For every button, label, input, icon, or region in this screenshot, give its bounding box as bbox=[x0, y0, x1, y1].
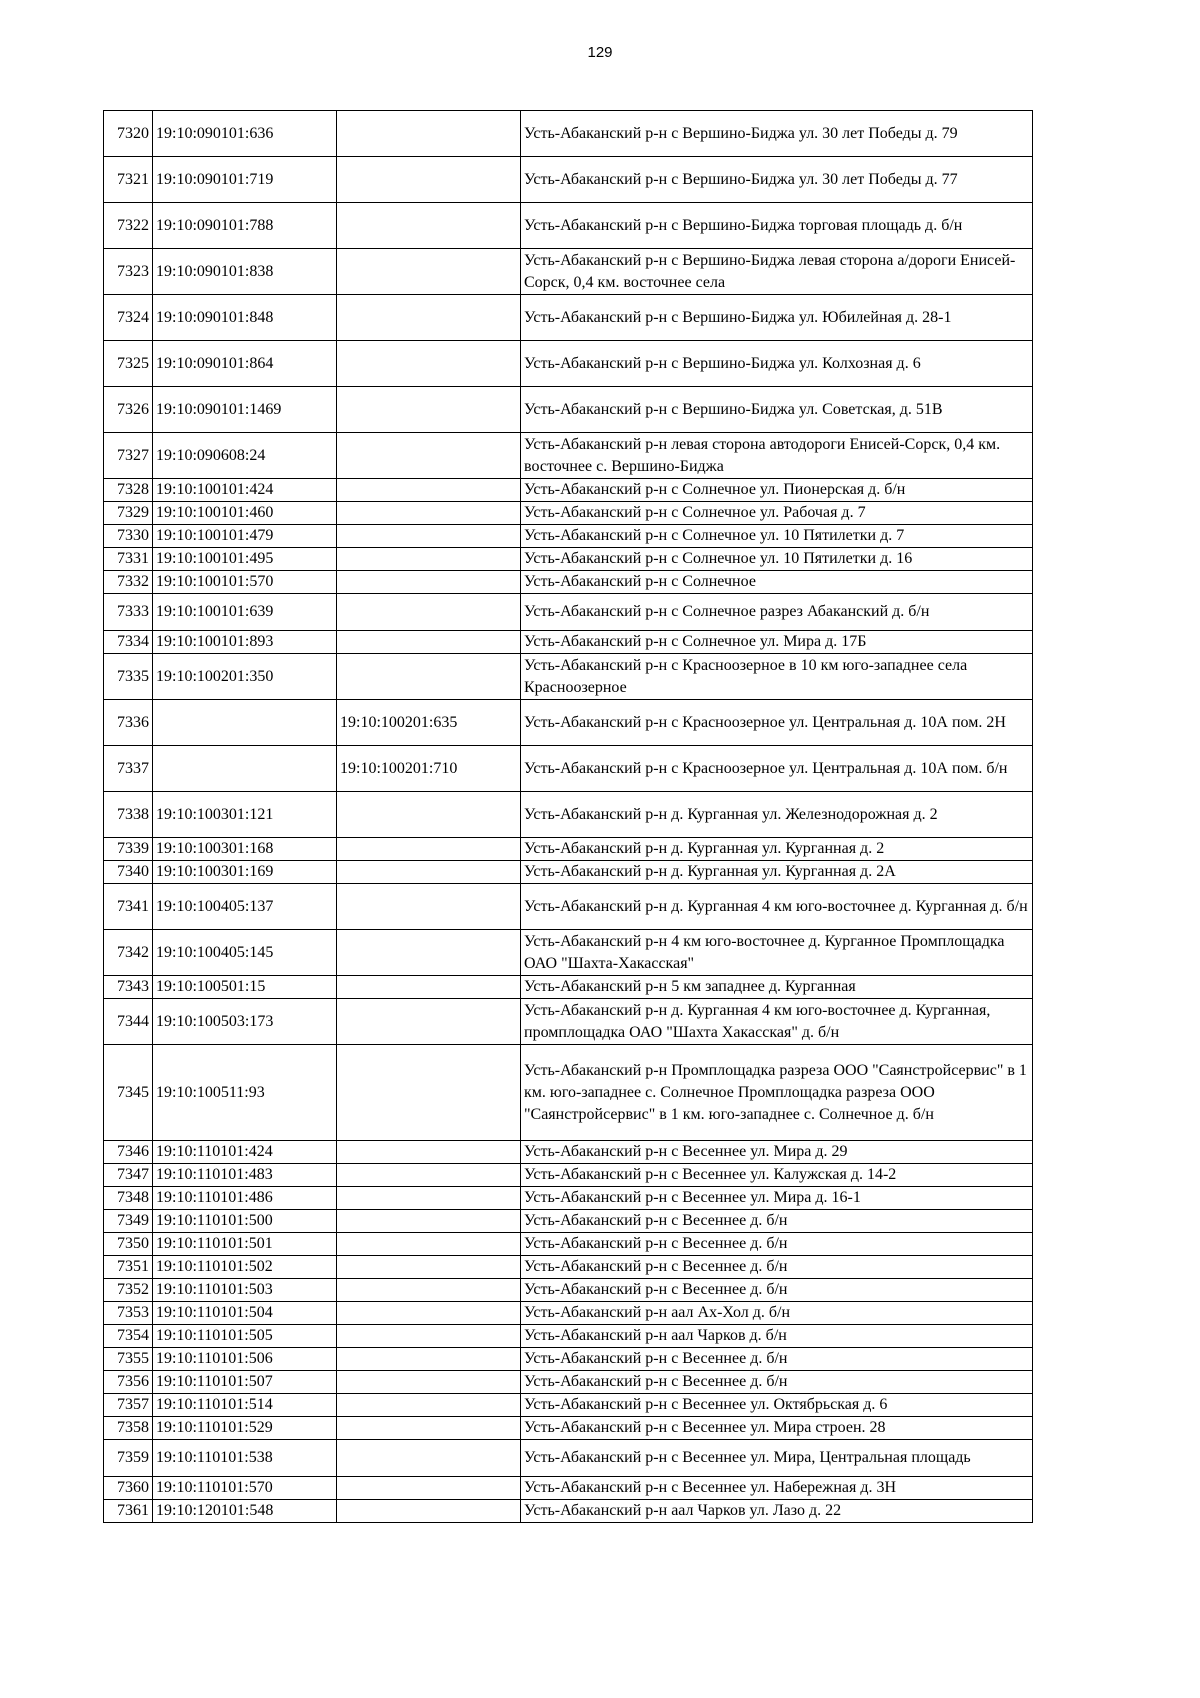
row-number-cell: 7320 bbox=[104, 111, 153, 157]
address-cell: Усть-Абаканский р-н с Весеннее д. б/н bbox=[521, 1256, 1033, 1279]
cadastral-number-cell: 19:10:090101:848 bbox=[153, 295, 337, 341]
address-cell: Усть-Абаканский р-н с Весеннее д. б/н bbox=[521, 1348, 1033, 1371]
secondary-cadastral-cell bbox=[337, 1256, 521, 1279]
table-row bbox=[104, 1417, 1033, 1440]
row-number-cell: 7355 bbox=[104, 1348, 153, 1371]
address-cell: Усть-Абаканский р-н левая сторона автодороги Енисей-Сорск, 0,4 км. восточнее с. Вершино-Биджа bbox=[521, 433, 1033, 479]
table-row bbox=[104, 700, 1033, 746]
secondary-cadastral-cell bbox=[337, 1371, 521, 1394]
cadastral-number-cell: 19:10:100201:350 bbox=[153, 654, 337, 700]
secondary-cadastral-cell bbox=[337, 654, 521, 700]
cadastral-number-cell: 19:10:110101:424 bbox=[153, 1141, 337, 1164]
address-cell: Усть-Абаканский р-н с Солнечное bbox=[521, 571, 1033, 594]
cadastral-number-cell: 19:10:090101:1469 bbox=[153, 387, 337, 433]
row-number-cell: 7353 bbox=[104, 1302, 153, 1325]
row-number-cell: 7326 bbox=[104, 387, 153, 433]
secondary-cadastral-cell bbox=[337, 157, 521, 203]
table-row bbox=[104, 1141, 1033, 1164]
secondary-cadastral-cell bbox=[337, 1440, 521, 1477]
cadastral-number-cell bbox=[153, 746, 337, 792]
row-number-cell: 7350 bbox=[104, 1233, 153, 1256]
secondary-cadastral-cell bbox=[337, 548, 521, 571]
address-cell: Усть-Абаканский р-н с Вершино-Биджа ул. Колхозная д. 6 bbox=[521, 341, 1033, 387]
table-row bbox=[104, 157, 1033, 203]
cadastral-number-cell: 19:10:100101:460 bbox=[153, 502, 337, 525]
table-row bbox=[104, 1500, 1033, 1523]
cadastral-number-cell: 19:10:100503:173 bbox=[153, 999, 337, 1045]
table-row bbox=[104, 387, 1033, 433]
table-row bbox=[104, 1210, 1033, 1233]
row-number-cell: 7357 bbox=[104, 1394, 153, 1417]
secondary-cadastral-cell bbox=[337, 387, 521, 433]
cadastral-number-cell bbox=[153, 700, 337, 746]
address-cell: Усть-Абаканский р-н с Весеннее д. б/н bbox=[521, 1233, 1033, 1256]
address-cell: Усть-Абаканский р-н с Солнечное ул. 10 Пятилетки д. 7 bbox=[521, 525, 1033, 548]
cadastral-number-cell: 19:10:100501:15 bbox=[153, 976, 337, 999]
row-number-cell: 7354 bbox=[104, 1325, 153, 1348]
address-cell: Усть-Абаканский р-н д. Курганная ул. Железнодорожная д. 2 bbox=[521, 792, 1033, 838]
secondary-cadastral-cell bbox=[337, 631, 521, 654]
row-number-cell: 7332 bbox=[104, 571, 153, 594]
secondary-cadastral-cell bbox=[337, 792, 521, 838]
row-number-cell: 7343 bbox=[104, 976, 153, 999]
table-row bbox=[104, 1187, 1033, 1210]
row-number-cell: 7327 bbox=[104, 433, 153, 479]
row-number-cell: 7348 bbox=[104, 1187, 153, 1210]
secondary-cadastral-cell bbox=[337, 861, 521, 884]
table-row bbox=[104, 433, 1033, 479]
row-number-cell: 7356 bbox=[104, 1371, 153, 1394]
row-number-cell: 7323 bbox=[104, 249, 153, 295]
secondary-cadastral-cell bbox=[337, 1394, 521, 1417]
secondary-cadastral-cell bbox=[337, 1302, 521, 1325]
secondary-cadastral-cell bbox=[337, 525, 521, 548]
address-cell: Усть-Абаканский р-н с Вершино-Биджа торговая площадь д. б/н bbox=[521, 203, 1033, 249]
secondary-cadastral-cell bbox=[337, 884, 521, 930]
row-number-cell: 7345 bbox=[104, 1045, 153, 1141]
secondary-cadastral-cell bbox=[337, 1477, 521, 1500]
secondary-cadastral-cell bbox=[337, 1348, 521, 1371]
cadastral-number-cell: 19:10:110101:486 bbox=[153, 1187, 337, 1210]
address-cell: Усть-Абаканский р-н с Весеннее д. б/н bbox=[521, 1371, 1033, 1394]
secondary-cadastral-cell bbox=[337, 1164, 521, 1187]
cadastral-number-cell: 19:10:110101:483 bbox=[153, 1164, 337, 1187]
table-row bbox=[104, 861, 1033, 884]
cadastral-number-cell: 19:10:100101:639 bbox=[153, 594, 337, 631]
address-cell: Усть-Абаканский р-н с Весеннее ул. Октябрьская д. 6 bbox=[521, 1394, 1033, 1417]
table-row bbox=[104, 502, 1033, 525]
cadastral-number-cell: 19:10:110101:501 bbox=[153, 1233, 337, 1256]
address-cell: Усть-Абаканский р-н аал Чарков д. б/н bbox=[521, 1325, 1033, 1348]
secondary-cadastral-cell bbox=[337, 502, 521, 525]
address-cell: Усть-Абаканский р-н Промплощадка разреза ООО "Саянстройсервис" в 1 км. юго-западнее с. Солнечное Промплощадка разреза ООО "Саянстройсервис" в 1 км. юго-западнее с. Солнечное д. б/н bbox=[521, 1045, 1033, 1141]
row-number-cell: 7334 bbox=[104, 631, 153, 654]
row-number-cell: 7339 bbox=[104, 838, 153, 861]
secondary-cadastral-cell bbox=[337, 295, 521, 341]
row-number-cell: 7335 bbox=[104, 654, 153, 700]
cadastral-number-cell: 19:10:110101:506 bbox=[153, 1348, 337, 1371]
table-row bbox=[104, 976, 1033, 999]
cadastral-number-cell: 19:10:100405:145 bbox=[153, 930, 337, 976]
address-cell: Усть-Абаканский р-н с Солнечное ул. Рабочая д. 7 bbox=[521, 502, 1033, 525]
secondary-cadastral-cell bbox=[337, 1187, 521, 1210]
table-row bbox=[104, 594, 1033, 631]
table-row bbox=[104, 884, 1033, 930]
address-cell: Усть-Абаканский р-н с Весеннее ул. Набережная д. 3Н bbox=[521, 1477, 1033, 1500]
cadastral-number-cell: 19:10:100101:479 bbox=[153, 525, 337, 548]
secondary-cadastral-cell bbox=[337, 1500, 521, 1523]
cadastral-number-cell: 19:10:110101:503 bbox=[153, 1279, 337, 1302]
secondary-cadastral-cell bbox=[337, 1279, 521, 1302]
cadastral-number-cell: 19:10:100301:168 bbox=[153, 838, 337, 861]
page-number: 129 bbox=[587, 44, 613, 61]
row-number-cell: 7322 bbox=[104, 203, 153, 249]
cadastral-number-cell: 19:10:090608:24 bbox=[153, 433, 337, 479]
secondary-cadastral-cell bbox=[337, 111, 521, 157]
address-cell: Усть-Абаканский р-н с Весеннее ул. Калужская д. 14-2 bbox=[521, 1164, 1033, 1187]
address-cell: Усть-Абаканский р-н с Весеннее ул. Мира д. 29 bbox=[521, 1141, 1033, 1164]
table-row bbox=[104, 1348, 1033, 1371]
row-number-cell: 7329 bbox=[104, 502, 153, 525]
table-row bbox=[104, 930, 1033, 976]
address-cell: Усть-Абаканский р-н 5 км западнее д. Курганная bbox=[521, 976, 1033, 999]
row-number-cell: 7324 bbox=[104, 295, 153, 341]
secondary-cadastral-cell: 19:10:100201:635 bbox=[337, 700, 521, 746]
table-row bbox=[104, 631, 1033, 654]
secondary-cadastral-cell bbox=[337, 1210, 521, 1233]
cadastral-number-cell: 19:10:100511:93 bbox=[153, 1045, 337, 1141]
table-row bbox=[104, 792, 1033, 838]
row-number-cell: 7331 bbox=[104, 548, 153, 571]
row-number-cell: 7325 bbox=[104, 341, 153, 387]
table-row bbox=[104, 203, 1033, 249]
table-row bbox=[104, 548, 1033, 571]
row-number-cell: 7344 bbox=[104, 999, 153, 1045]
cadastral-number-cell: 19:10:110101:529 bbox=[153, 1417, 337, 1440]
address-cell: Усть-Абаканский р-н с Вершино-Биджа ул. 30 лет Победы д. 77 bbox=[521, 157, 1033, 203]
address-cell: Усть-Абаканский р-н с Вершино-Биджа левая сторона а/дороги Енисей-Сорск, 0,4 км. восточнее села bbox=[521, 249, 1033, 295]
address-cell: Усть-Абаканский р-н д. Курганная 4 км юго-восточнее д. Курганная, промплощадка ОАО "Шахта Хакасская" д. б/н bbox=[521, 999, 1033, 1045]
row-number-cell: 7336 bbox=[104, 700, 153, 746]
cadastral-number-cell: 19:10:090101:719 bbox=[153, 157, 337, 203]
table-row bbox=[104, 1279, 1033, 1302]
table-row bbox=[104, 1164, 1033, 1187]
row-number-cell: 7337 bbox=[104, 746, 153, 792]
cadastral-number-cell: 19:10:090101:636 bbox=[153, 111, 337, 157]
address-cell: Усть-Абаканский р-н д. Курганная ул. Курганная д. 2 bbox=[521, 838, 1033, 861]
table-row bbox=[104, 1394, 1033, 1417]
row-number-cell: 7352 bbox=[104, 1279, 153, 1302]
table-row bbox=[104, 1325, 1033, 1348]
address-cell: Усть-Абаканский р-н с Весеннее д. б/н bbox=[521, 1279, 1033, 1302]
table-row bbox=[104, 999, 1033, 1045]
table-row bbox=[104, 249, 1033, 295]
address-cell: Усть-Абаканский р-н с Весеннее ул. Мира, Центральная площадь bbox=[521, 1440, 1033, 1477]
address-cell: Усть-Абаканский р-н с Вершино-Биджа ул. 30 лет Победы д. 79 bbox=[521, 111, 1033, 157]
table-row bbox=[104, 1302, 1033, 1325]
row-number-cell: 7338 bbox=[104, 792, 153, 838]
row-number-cell: 7349 bbox=[104, 1210, 153, 1233]
row-number-cell: 7328 bbox=[104, 479, 153, 502]
secondary-cadastral-cell bbox=[337, 1045, 521, 1141]
secondary-cadastral-cell bbox=[337, 479, 521, 502]
row-number-cell: 7361 bbox=[104, 1500, 153, 1523]
address-cell: Усть-Абаканский р-н аал Ах-Хол д. б/н bbox=[521, 1302, 1033, 1325]
secondary-cadastral-cell bbox=[337, 976, 521, 999]
address-cell: Усть-Абаканский р-н с Солнечное ул. Мира д. 17Б bbox=[521, 631, 1033, 654]
address-cell: Усть-Абаканский р-н с Вершино-Биджа ул. Юбилейная д. 28-1 bbox=[521, 295, 1033, 341]
cadastral-number-cell: 19:10:110101:505 bbox=[153, 1325, 337, 1348]
row-number-cell: 7351 bbox=[104, 1256, 153, 1279]
cadastral-number-cell: 19:10:100405:137 bbox=[153, 884, 337, 930]
cadastral-number-cell: 19:10:100101:570 bbox=[153, 571, 337, 594]
table-row bbox=[104, 1371, 1033, 1394]
table-row bbox=[104, 838, 1033, 861]
secondary-cadastral-cell bbox=[337, 1233, 521, 1256]
address-cell: Усть-Абаканский р-н с Солнечное ул. Пионерская д. б/н bbox=[521, 479, 1033, 502]
cadastral-number-cell: 19:10:100101:495 bbox=[153, 548, 337, 571]
table-row bbox=[104, 746, 1033, 792]
table-row bbox=[104, 479, 1033, 502]
address-cell: Усть-Абаканский р-н с Весеннее ул. Мира д. 16-1 bbox=[521, 1187, 1033, 1210]
cadastral-number-cell: 19:10:100301:121 bbox=[153, 792, 337, 838]
secondary-cadastral-cell bbox=[337, 571, 521, 594]
row-number-cell: 7330 bbox=[104, 525, 153, 548]
row-number-cell: 7342 bbox=[104, 930, 153, 976]
table-row bbox=[104, 571, 1033, 594]
cadastral-number-cell: 19:10:100301:169 bbox=[153, 861, 337, 884]
cadastral-number-cell: 19:10:090101:788 bbox=[153, 203, 337, 249]
table-row bbox=[104, 1045, 1033, 1141]
address-cell: Усть-Абаканский р-н 4 км юго-восточнее д. Курганное Промплощадка ОАО "Шахта-Хакасская" bbox=[521, 930, 1033, 976]
row-number-cell: 7346 bbox=[104, 1141, 153, 1164]
cadastral-number-cell: 19:10:110101:507 bbox=[153, 1371, 337, 1394]
cadastral-number-cell: 19:10:110101:570 bbox=[153, 1477, 337, 1500]
secondary-cadastral-cell bbox=[337, 203, 521, 249]
table-row bbox=[104, 1440, 1033, 1477]
table-row bbox=[104, 654, 1033, 700]
table-row bbox=[104, 295, 1033, 341]
cadastral-number-cell: 19:10:110101:502 bbox=[153, 1256, 337, 1279]
table-row bbox=[104, 1477, 1033, 1500]
secondary-cadastral-cell bbox=[337, 1141, 521, 1164]
address-cell: Усть-Абаканский р-н с Солнечное ул. 10 Пятилетки д. 16 bbox=[521, 548, 1033, 571]
cadastral-number-cell: 19:10:090101:864 bbox=[153, 341, 337, 387]
secondary-cadastral-cell bbox=[337, 341, 521, 387]
table-row bbox=[104, 525, 1033, 548]
row-number-cell: 7360 bbox=[104, 1477, 153, 1500]
row-number-cell: 7358 bbox=[104, 1417, 153, 1440]
cadastral-number-cell: 19:10:100101:424 bbox=[153, 479, 337, 502]
cadastral-number-cell: 19:10:090101:838 bbox=[153, 249, 337, 295]
secondary-cadastral-cell bbox=[337, 930, 521, 976]
address-cell: Усть-Абаканский р-н с Вершино-Биджа ул. Советская, д. 51В bbox=[521, 387, 1033, 433]
secondary-cadastral-cell: 19:10:100201:710 bbox=[337, 746, 521, 792]
secondary-cadastral-cell bbox=[337, 249, 521, 295]
address-cell: Усть-Абаканский р-н аал Чарков ул. Лазо д. 22 bbox=[521, 1500, 1033, 1523]
address-cell: Усть-Абаканский р-н с Весеннее д. б/н bbox=[521, 1210, 1033, 1233]
row-number-cell: 7341 bbox=[104, 884, 153, 930]
cadastral-number-cell: 19:10:110101:514 bbox=[153, 1394, 337, 1417]
address-cell: Усть-Абаканский р-н д. Курганная 4 км юго-восточнее д. Курганная д. б/н bbox=[521, 884, 1033, 930]
cadastral-number-cell: 19:10:110101:504 bbox=[153, 1302, 337, 1325]
registry-table bbox=[103, 110, 1033, 1523]
cadastral-number-cell: 19:10:120101:548 bbox=[153, 1500, 337, 1523]
secondary-cadastral-cell bbox=[337, 838, 521, 861]
secondary-cadastral-cell bbox=[337, 433, 521, 479]
address-cell: Усть-Абаканский р-н с Красноозерное ул. Центральная д. 10А пом. б/н bbox=[521, 746, 1033, 792]
secondary-cadastral-cell bbox=[337, 999, 521, 1045]
secondary-cadastral-cell bbox=[337, 1325, 521, 1348]
secondary-cadastral-cell bbox=[337, 1417, 521, 1440]
cadastral-number-cell: 19:10:110101:500 bbox=[153, 1210, 337, 1233]
registry-table-body bbox=[104, 111, 1033, 1523]
row-number-cell: 7333 bbox=[104, 594, 153, 631]
row-number-cell: 7321 bbox=[104, 157, 153, 203]
cadastral-number-cell: 19:10:100101:893 bbox=[153, 631, 337, 654]
address-cell: Усть-Абаканский р-н с Весеннее ул. Мира строен. 28 bbox=[521, 1417, 1033, 1440]
address-cell: Усть-Абаканский р-н д. Курганная ул. Курганная д. 2А bbox=[521, 861, 1033, 884]
address-cell: Усть-Абаканский р-н с Красноозерное ул. Центральная д. 10А пом. 2Н bbox=[521, 700, 1033, 746]
row-number-cell: 7340 bbox=[104, 861, 153, 884]
row-number-cell: 7359 bbox=[104, 1440, 153, 1477]
table-row bbox=[104, 111, 1033, 157]
secondary-cadastral-cell bbox=[337, 594, 521, 631]
cadastral-number-cell: 19:10:110101:538 bbox=[153, 1440, 337, 1477]
address-cell: Усть-Абаканский р-н с Красноозерное в 10 км юго-западнее села Красноозерное bbox=[521, 654, 1033, 700]
table-row bbox=[104, 341, 1033, 387]
row-number-cell: 7347 bbox=[104, 1164, 153, 1187]
table-row bbox=[104, 1256, 1033, 1279]
address-cell: Усть-Абаканский р-н с Солнечное разрез Абаканский д. б/н bbox=[521, 594, 1033, 631]
table-row bbox=[104, 1233, 1033, 1256]
